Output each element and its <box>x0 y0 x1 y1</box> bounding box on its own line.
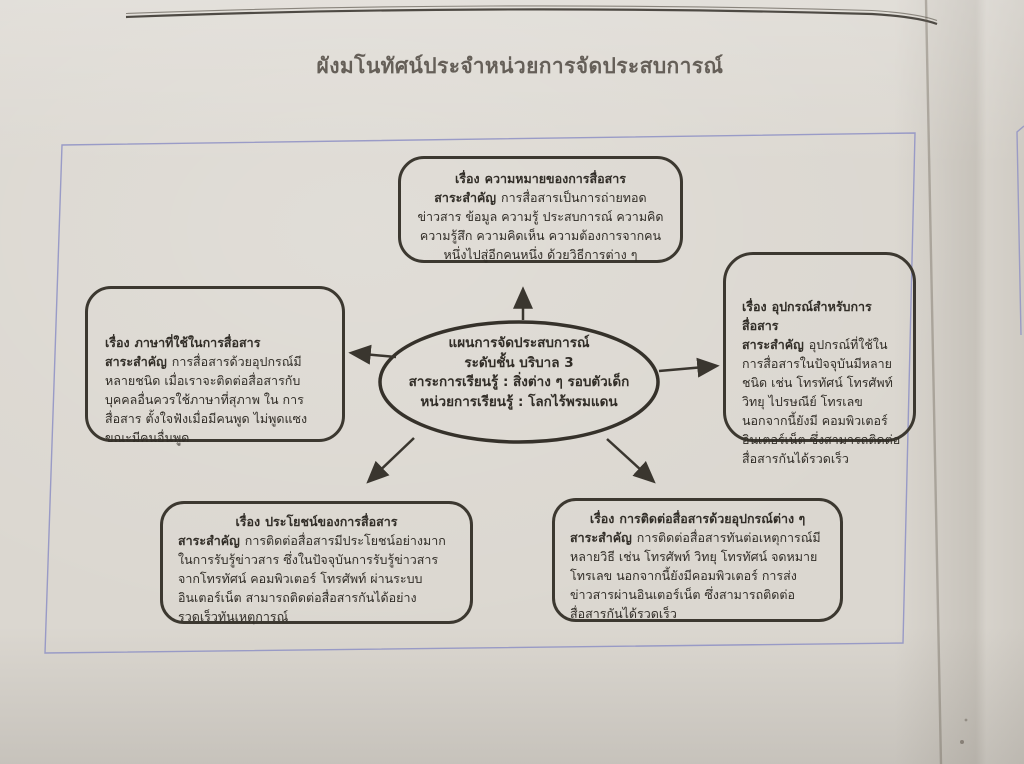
topic-text: ภาษาที่ใช้ในการสื่อสาร <box>134 335 261 350</box>
topic-text: ประโยชน์ของการสื่อสาร <box>265 514 398 529</box>
node-communication-equipment <box>723 252 916 466</box>
topic-label: เรื่อง <box>105 335 130 350</box>
center-line-level: ระดับชั้น บริบาล 3 <box>464 354 574 371</box>
node-topic-heading <box>105 333 328 352</box>
topic-label: เรื่อง <box>454 171 480 186</box>
summary-label: สาระสำคัญ <box>570 530 632 545</box>
node-summary <box>742 335 901 468</box>
page-title: ผังมโนทัศน์ประจำหน่วยการจัดประสบการณ์ <box>316 54 724 78</box>
center-line-subject: สาระการเรียนรู้ : สิ่งต่าง ๆ รอบตัวเด็ก <box>408 374 630 391</box>
center-oval-text <box>392 334 646 412</box>
topic-label: เรื่อง <box>742 299 767 314</box>
node-summary <box>570 528 825 623</box>
topic-text: ความหมายของการสื่อสาร <box>484 171 627 186</box>
node-topic-heading <box>415 169 666 188</box>
summary-label: สาระสำคัญ <box>178 533 240 548</box>
node-language-in-communication <box>85 286 345 445</box>
node-summary <box>415 188 666 264</box>
summary-label: สาระสำคัญ <box>742 337 804 352</box>
summary-text: การติดต่อสื่อสารทันต่อเหตุการณ์มีหลายวิธี เช่น โทรศัพท์ วิทยุ โทรทัศน์ จดหมาย โทรเลข นอกจากนี้ยังมีคอมพิวเตอร์ การส่งข่าวสารผ่านอินเตอร์เน็ต ซึ่งสามารถติดต่อสื่อสารกันได้รวดเร็ว <box>570 530 821 621</box>
center-line-unit: หน่วยการเรียนรู้ : โลกไร้พรมแดน <box>420 393 618 410</box>
summary-text: การติดต่อสื่อสารมีประโยชน์อย่างมากในการรับรู้ข่าวสาร ซึ่งในปัจจุบันการรับรู้ข่าวสารจากโทรทัศน์ คอมพิวเตอร์ โทรศัพท์ ผ่านระบบอินเตอร์เน็ต สามารถติดต่อสื่อสารกันได้อย่างรวดเร็วทันเหตุการณ์ <box>178 533 446 624</box>
node-benefits-of-communication <box>160 501 473 624</box>
arrow-to-bottom-right <box>607 439 653 481</box>
node-topic-heading <box>178 512 455 531</box>
topic-text: การติดต่อสื่อสารด้วยอุปกรณ์ต่าง ๆ <box>619 511 806 526</box>
page-fold-crease <box>926 0 941 764</box>
topic-text: อุปกรณ์สำหรับการสื่อสาร <box>742 299 872 333</box>
summary-label: สาระสำคัญ <box>105 354 167 369</box>
page-top-rule-thick <box>126 9 937 24</box>
arrow-to-right <box>659 366 716 371</box>
summary-text: การสื่อสารเป็นการถ่ายทอดข่าวสาร ข้อมูล ความรู้ ประสบการณ์ ความคิด ความรู้สึก ความคิดเห็น ความต้องการจากคนหนึ่งไปสู่อีกคนหนึ่ง ด้วยวิธีการต่าง ๆ <box>417 190 664 262</box>
node-topic-heading <box>570 509 825 528</box>
summary-label: สาระสำคัญ <box>434 190 497 205</box>
node-meaning-of-communication <box>398 156 683 263</box>
page-edge-speck <box>960 740 964 744</box>
node-summary <box>178 531 455 626</box>
arrow-to-bottom-left <box>369 438 414 481</box>
topic-label: เรื่อง <box>589 511 615 526</box>
facing-page-frame-corner <box>1017 126 1024 335</box>
node-topic-heading <box>742 297 901 335</box>
page-edge-speck <box>965 719 968 722</box>
node-communicating-with-devices <box>552 498 843 622</box>
node-summary <box>105 352 328 447</box>
center-line-plan: แผนการจัดประสบการณ์ <box>448 335 590 351</box>
arrow-to-left <box>352 353 396 357</box>
topic-label: เรื่อง <box>235 514 261 529</box>
summary-text: อุปกรณ์ที่ใช้ในการสื่อสารในปัจจุบันมีหลายชนิด เช่น โทรทัศน์ โทรศัพท์ วิทยุ ไปรษณีย์ โทรเลข นอกจากนี้ยังมี คอมพิวเตอร์ อินเตอร์เน็ต ซึ่งสามารถติดต่อสื่อสารกันได้รวดเร็ว <box>742 337 901 466</box>
summary-text: การสื่อสารด้วยอุปกรณ์มีหลายชนิด เมื่อเราจะติดต่อสื่อสารกับบุคคลอื่นควรใช้ภาษาที่สุภาพ ใน การสื่อสาร ตั้งใจฟังเมื่อมีคนพูด ไม่พูดแซงขณะมีคนอื่นพูด <box>105 354 308 445</box>
